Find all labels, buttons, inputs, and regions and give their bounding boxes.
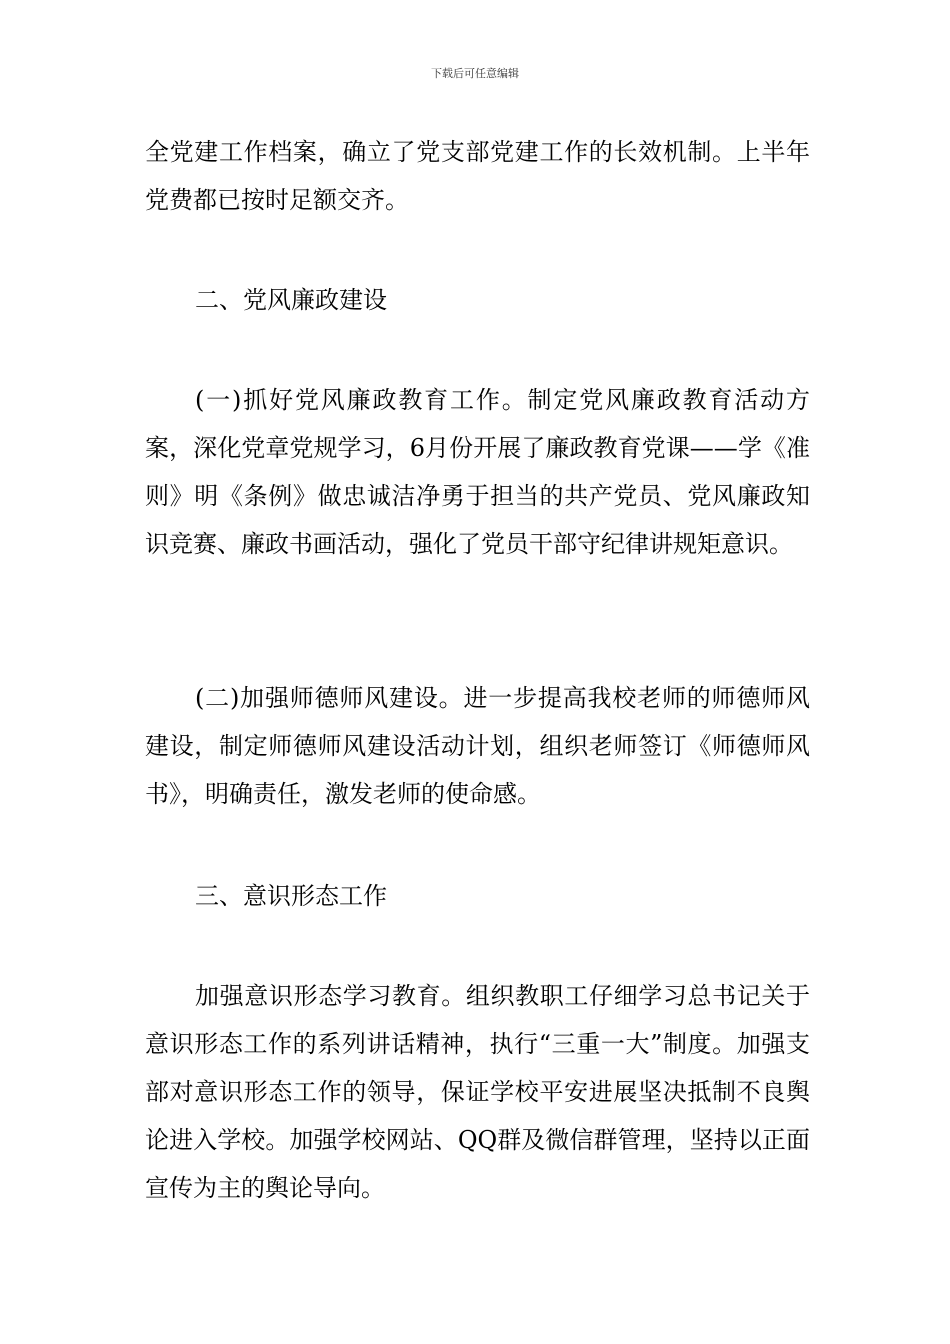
- paragraph-teacher-ethics: (二)加强师德师风建设。进一步提高我校老师的师德师风建设，制定师德师风建设活动计划，组织老师签订《师德师风书》，明确责任，激发老师的使命感。: [145, 684, 810, 808]
- header-note: 下载后可任意编辑: [431, 67, 519, 80]
- paragraph-integrity-education: (一)抓好党风廉政教育工作。制定党风廉政教育活动方案，深化党章党规学习，6月份开展了廉政教育党课——学《准则》明《条例》做忠诚洁净勇于担当的共产党员、党风廉政知识竞赛、廉政书画活动，强化了党员干部守纪律讲规矩意识。: [145, 386, 810, 558]
- section-heading-3: 三、意识形态工作: [195, 882, 387, 910]
- section-heading-2: 二、党风廉政建设: [195, 286, 387, 314]
- paragraph-party-archive: 全党建工作档案，确立了党支部党建工作的长效机制。上半年党费都已按时足额交齐。: [145, 138, 810, 214]
- paragraph-ideology-work: 加强意识形态学习教育。组织教职工仔细学习总书记关于意识形态工作的系列讲话精神，执行“三重一大”制度。加强支部对意识形态工作的领导，保证学校平安进展坚决抵制不良舆论进入学校。加强学校网站、QQ群及微信群管理，坚持以正面宣传为主的舆论导向。: [145, 982, 810, 1202]
